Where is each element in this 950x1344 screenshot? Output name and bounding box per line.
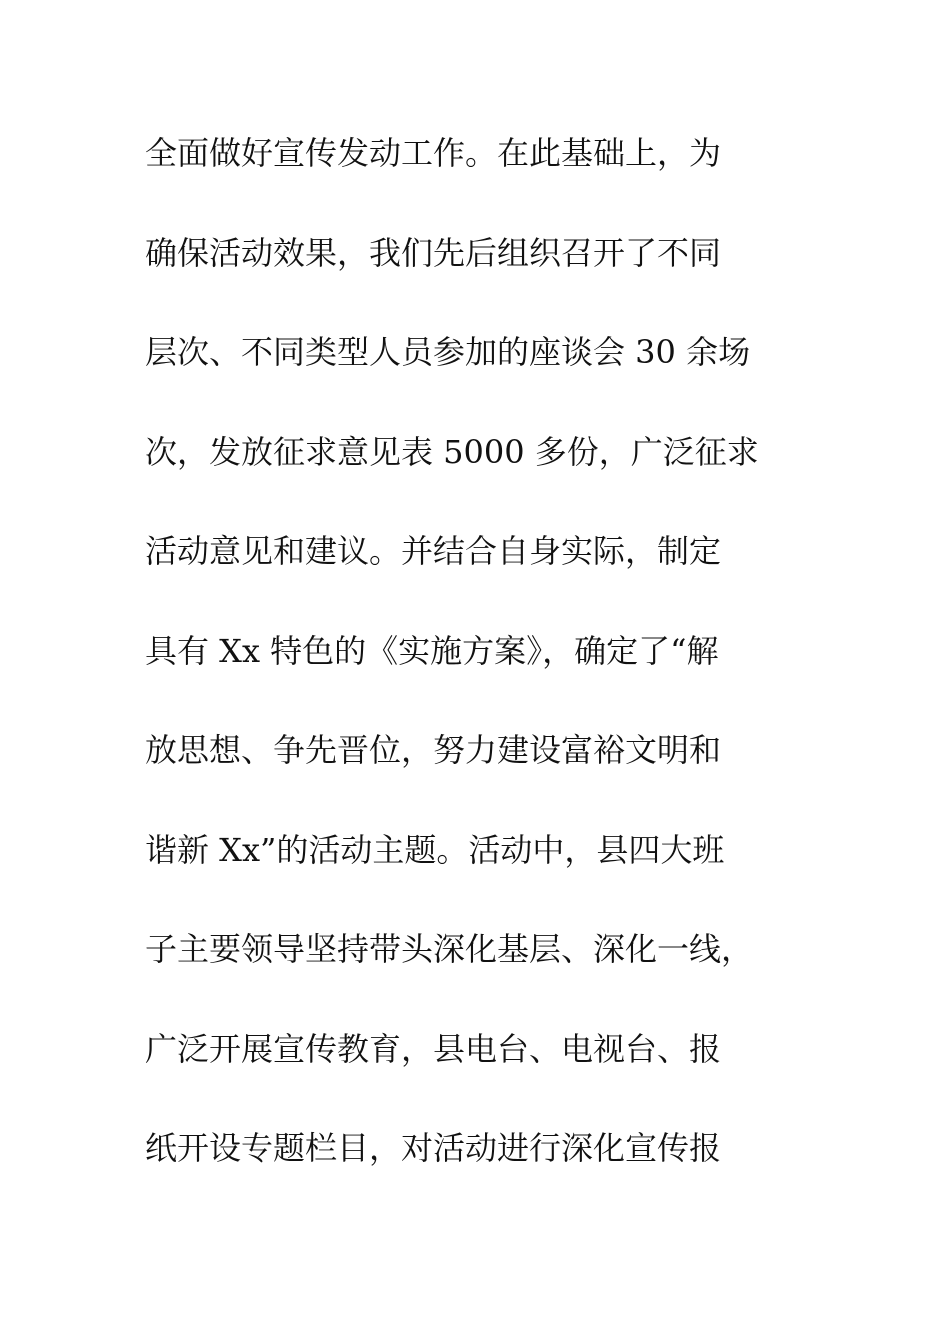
text-line: 纸开设专题栏目，对活动进行深化宣传报	[145, 1129, 722, 1167]
text-line: 活动意见和建议。并结合自身实际，制定	[145, 532, 722, 570]
text-line: 广泛开展宣传教育，县电台、电视台、报	[145, 1029, 722, 1068]
text-line: 具有 Xx 特色的《实施方案》，确定了“解	[145, 631, 719, 670]
text-line: 谐新 Xx”的活动主题。活动中，县四大班	[145, 830, 725, 869]
text-line: 层次、不同类型人员参加的座谈会 30 余场	[145, 333, 751, 371]
text-line: 子主要领导坚持带头深化基层、深化一线，	[145, 930, 754, 968]
body-paragraph	[145, 121, 825, 1216]
text-line: 确保活动效果，我们先后组织召开了不同	[145, 233, 722, 272]
text-line: 全面做好宣传发动工作。在此基础上，为	[145, 134, 722, 172]
text-line: 放思想、争先晋位，努力建设富裕文明和	[145, 731, 722, 769]
text-line: 次，发放征求意见表 5000 多份，广泛征求	[145, 432, 759, 471]
